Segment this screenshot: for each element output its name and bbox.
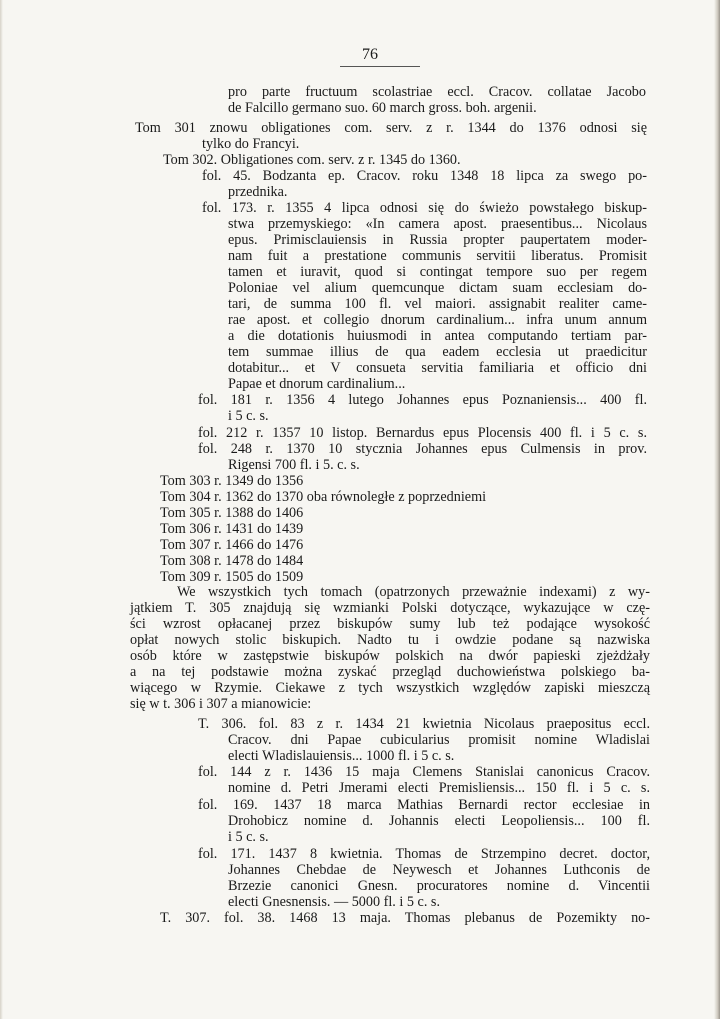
text-line: fol. 169. 1437 18 marca Mathias Bernardi rector ecclesiae in bbox=[198, 797, 650, 813]
page-number: 76 bbox=[362, 46, 378, 63]
text-line: jątkiem T. 305 znajdują się wzmianki Polski dotyczące, wykazujące w czę- bbox=[130, 600, 650, 616]
text-line: nomine d. Petri Jmerami electi Premisliensis... 150 fl. i 5 c. s. bbox=[228, 780, 650, 796]
text-line: Tom 307 r. 1466 do 1476 bbox=[160, 537, 304, 553]
text-line: rae apost. et collegio dnorum cardinalium... infra unum annum bbox=[228, 312, 647, 328]
text-line: Brzezie canonici Gnesn. procuratores nomine d. Vincentii bbox=[228, 878, 650, 894]
text-line: Tom 301 znowu obligationes com. serv. z r. 1344 do 1376 odnosi się bbox=[135, 120, 647, 136]
text-line: T. 307. fol. 38. 1468 13 maja. Thomas plebanus de Pozemikty no- bbox=[160, 910, 650, 926]
page-number-rule bbox=[340, 66, 420, 67]
text-line: opłat nowych stolic biskupich. Nadto tu i owdzie podane są nazwiska bbox=[130, 632, 650, 648]
text-line: Tom 304 r. 1362 do 1370 oba równoległe z poprzedniemi bbox=[160, 489, 487, 505]
text-line: electi Wladislauiensis... 1000 fl. i 5 c. s. bbox=[228, 748, 455, 764]
text-line: tari, de summa 100 fl. vel maiori. assignabit realiter came- bbox=[228, 296, 647, 312]
text-line: przednika. bbox=[228, 184, 288, 200]
text-line: tamen et iuravit, quod si contingat tempore suo per regem bbox=[228, 264, 647, 280]
text-line: stwa przemyskiego: «In camera apost. praesentibus... Nicolaus bbox=[228, 216, 647, 232]
text-line: Poloniae vel alium quemcunque dictam suam ecclesiam do- bbox=[228, 280, 647, 296]
page-left-edge bbox=[0, 0, 3, 1019]
text-line: tem summae illius de qua eadem ecclesia ut praedicitur bbox=[228, 344, 647, 360]
text-line: fol. 212 r. 1357 10 listop. Bernardus epus Plocensis 400 fl. i 5 c. s. bbox=[198, 425, 647, 441]
text-line: Tom 306 r. 1431 do 1439 bbox=[160, 521, 304, 537]
text-line: Papae et dnorum cardinalium... bbox=[228, 376, 406, 392]
text-line: fol. 181 r. 1356 4 lutego Johannes epus Poznaniensis... 400 fl. bbox=[198, 392, 647, 408]
text-line: fol. 144 z r. 1436 15 maja Clemens Stanislai canonicus Cracov. bbox=[198, 764, 650, 780]
page-right-edge bbox=[714, 0, 720, 1019]
text-line: osób które w zastępstwie biskupów polskich na dwór papieski zjeżdżały bbox=[130, 648, 650, 664]
text-line: nam fuit a prestatione communis servitii liberatus. Promisit bbox=[228, 248, 647, 264]
text-line: Drohobicz nomine d. Johannis electi Leopoliensis... 100 fl. bbox=[228, 813, 650, 829]
text-line: fol. 171. 1437 8 kwietnia. Thomas de Strzempino decret. doctor, bbox=[198, 846, 650, 862]
text-line: Johannes Chebdae de Neywesch et Johannes Luthconis de bbox=[228, 862, 650, 878]
text-line: i 5 c. s. bbox=[228, 408, 269, 424]
text-line: a na tej podstawie można zyskać przegląd duchowieństwa polskiego ba- bbox=[130, 664, 650, 680]
text-line: T. 306. fol. 83 z r. 1434 21 kwietnia Nicolaus praepositus eccl. bbox=[198, 716, 650, 732]
text-line: Tom 305 r. 1388 do 1406 bbox=[160, 505, 304, 521]
text-line: epus. Primisclauiensis in Russia propter paupertatem moder- bbox=[228, 232, 647, 248]
text-line: ści wzrost opłacanej przez biskupów sumy lub też podające wysokość bbox=[130, 616, 650, 632]
text-line: i 5 c. s. bbox=[228, 829, 269, 845]
text-line: fol. 173. r. 1355 4 lipca odnosi się do świeżo powstałego biskup- bbox=[202, 200, 647, 216]
text-line: a die dotationis huiusmodi in antea computando tertiam par- bbox=[228, 328, 647, 344]
text-line: tylko do Francyi. bbox=[202, 136, 300, 152]
text-line: fol. 248 r. 1370 10 stycznia Johannes epus Culmensis in prov. bbox=[198, 441, 647, 457]
text-line: We wszystkich tych tomach (opatrzonych przeważnie indexami) z wy- bbox=[177, 584, 650, 600]
text-line: Tom 303 r. 1349 do 1356 bbox=[160, 473, 304, 489]
text-line: electi Gnesnensis. — 5000 fl. i 5 c. s. bbox=[228, 894, 440, 910]
text-line: Cracov. dni Papae cubicularius promisit nomine Wladislai bbox=[228, 732, 650, 748]
text-line: wiącego w Rzymie. Ciekawe z tych wszystkich względów zapiski mieszczą bbox=[130, 680, 650, 696]
text-line: Tom 302. Obligationes com. serv. z r. 1345 do 1360. bbox=[163, 152, 461, 168]
text-line: fol. 45. Bodzanta ep. Cracov. roku 1348 18 lipca za swego po- bbox=[202, 168, 647, 184]
text-line: Tom 309 r. 1505 do 1509 bbox=[160, 569, 304, 585]
text-line: pro parte fructuum scolastriae eccl. Cracov. collatae Jacobo bbox=[228, 84, 646, 100]
text-line: Rigensi 700 fl. i 5. c. s. bbox=[228, 457, 360, 473]
text-line: de Falcillo germano suo. 60 march gross. boh. argenii. bbox=[228, 100, 537, 116]
text-line: dotabitur... et V consueta servitia familiaria et officio dni bbox=[228, 360, 647, 376]
text-line: się w t. 306 i 307 a mianowicie: bbox=[130, 696, 312, 712]
text-line: Tom 308 r. 1478 do 1484 bbox=[160, 553, 304, 569]
